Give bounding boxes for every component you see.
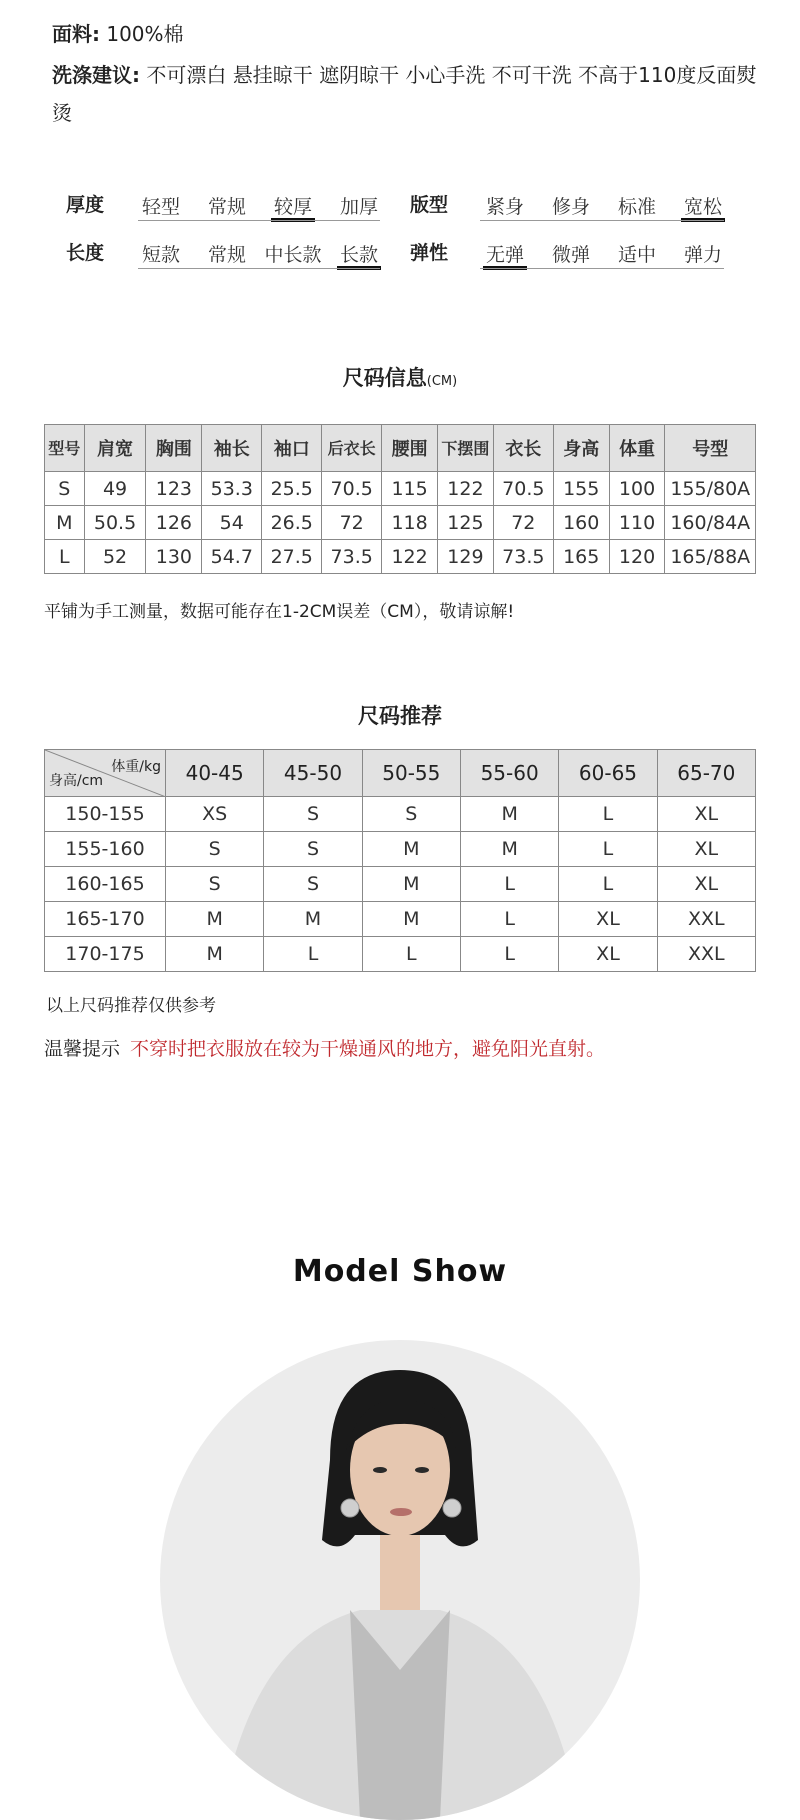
attribute-option: 修身 [551, 196, 590, 218]
recommended-size-cell: L [460, 937, 558, 972]
size-cell: 100 [609, 472, 665, 506]
recommended-size-cell: S [166, 832, 264, 867]
size-row [45, 540, 756, 574]
recommended-size-cell: M [166, 937, 264, 972]
warm-tip-text: 不穿时把衣服放在较为干燥通风的地方，避免阳光直射。 [130, 1038, 606, 1060]
attribute-option: 加厚 [339, 196, 378, 218]
attribute-option: 较厚 [273, 196, 312, 218]
rec-table-header-row [45, 750, 756, 797]
recommended-size-cell: M [460, 832, 558, 867]
recommended-size-cell: XS [166, 797, 264, 832]
size-cell: 50.5 [84, 506, 146, 540]
attribute-label: 版型 [410, 194, 449, 216]
attribute-label: 厚度 [66, 194, 105, 216]
size-cell: M [45, 506, 85, 540]
height-axis-label: 身高/cm [49, 773, 104, 789]
rec-row [45, 797, 756, 832]
size-header-cell: 型号 [45, 425, 85, 472]
size-cell: 54.7 [202, 540, 262, 574]
size-header-cell: 衣长 [493, 425, 553, 472]
size-cell: 70.5 [322, 472, 382, 506]
size-cell: 155 [553, 472, 609, 506]
height-range-cell: 160-165 [45, 867, 166, 902]
model-show-title: Model Show [292, 1254, 508, 1289]
weight-range-header: 45-50 [264, 750, 362, 797]
recommended-size-cell: XL [657, 797, 755, 832]
size-cell: 160/84A [665, 506, 756, 540]
size-cell: 165/88A [665, 540, 756, 574]
recommended-size-cell: XL [559, 937, 657, 972]
size-cell: 165 [553, 540, 609, 574]
recommended-size-cell: S [166, 867, 264, 902]
wash-info [52, 56, 772, 132]
recommended-size-cell: L [460, 867, 558, 902]
size-cell: 155/80A [665, 472, 756, 506]
recommended-size-cell: M [460, 797, 558, 832]
size-cell: 72 [493, 506, 553, 540]
attribute-underline [480, 268, 724, 269]
size-cell: 110 [609, 506, 665, 540]
fabric-info [52, 18, 184, 47]
measure-note: 平铺为手工测量，数据可能存在1-2CM误差（CM），敬请谅解! [44, 602, 515, 622]
size-table-header-row [45, 425, 756, 472]
size-cell: 70.5 [493, 472, 553, 506]
attribute-label: 长度 [66, 242, 105, 264]
attribute-option: 常规 [207, 196, 246, 218]
warm-tip [44, 1034, 605, 1061]
size-cell: 49 [84, 472, 146, 506]
height-range-cell: 150-155 [45, 797, 166, 832]
attribute-option: 长款 [339, 244, 378, 266]
recommended-size-cell: M [264, 902, 362, 937]
recommended-size-cell: M [362, 867, 460, 902]
size-header-cell: 袖长 [202, 425, 262, 472]
attribute-option: 宽松 [683, 196, 722, 218]
size-cell: 160 [553, 506, 609, 540]
size-cell: 122 [438, 472, 494, 506]
size-cell: S [45, 472, 85, 506]
size-info-title-text: 尺码信息 [342, 366, 427, 390]
recommended-size-cell: S [264, 832, 362, 867]
attribute-underline [138, 220, 380, 221]
size-cell: 27.5 [262, 540, 322, 574]
size-rec-title: 尺码推荐 [358, 704, 442, 728]
recommended-size-cell: XXL [657, 902, 755, 937]
model-figure-illustration [160, 1340, 640, 1820]
size-cell: L [45, 540, 85, 574]
recommended-size-cell: L [362, 937, 460, 972]
size-rec-table [44, 749, 756, 972]
attribute-option: 适中 [617, 244, 656, 266]
size-cell: 125 [438, 506, 494, 540]
wash-value: 不可漂白 悬挂晾干 遮阴晾干 小心手洗 不可干洗 不高于110度反面熨烫 [52, 63, 757, 125]
recommended-size-cell: XL [559, 902, 657, 937]
weight-range-header: 60-65 [559, 750, 657, 797]
size-header-cell: 下摆围 [438, 425, 494, 472]
size-cell: 122 [382, 540, 438, 574]
attribute-option: 紧身 [485, 196, 524, 218]
recommended-size-cell: L [559, 867, 657, 902]
attribute-option: 标准 [617, 196, 656, 218]
size-cell: 53.3 [202, 472, 262, 506]
rec-row [45, 832, 756, 867]
size-row [45, 472, 756, 506]
attribute-option: 常规 [207, 244, 246, 266]
weight-axis-label: 体重/kg [111, 759, 161, 775]
size-info-table [44, 424, 756, 574]
rec-row [45, 937, 756, 972]
size-cell: 73.5 [322, 540, 382, 574]
recommended-size-cell: L [559, 832, 657, 867]
recommended-size-cell: L [264, 937, 362, 972]
size-cell: 129 [438, 540, 494, 574]
size-row [45, 506, 756, 540]
size-cell: 54 [202, 506, 262, 540]
recommended-size-cell: M [362, 832, 460, 867]
fabric-value: 100%棉 [106, 22, 184, 46]
attribute-option: 中长款 [264, 244, 322, 266]
recommended-size-cell: S [362, 797, 460, 832]
rec-row [45, 902, 756, 937]
height-range-cell: 155-160 [45, 832, 166, 867]
size-header-cell: 身高 [553, 425, 609, 472]
size-cell: 73.5 [493, 540, 553, 574]
size-header-cell: 腰围 [382, 425, 438, 472]
size-header-cell: 胸围 [146, 425, 202, 472]
recommended-size-cell: S [264, 867, 362, 902]
size-cell: 115 [382, 472, 438, 506]
attribute-option: 弹力 [683, 244, 722, 266]
size-cell: 123 [146, 472, 202, 506]
recommended-size-cell: M [166, 902, 264, 937]
size-header-cell: 袖口 [262, 425, 322, 472]
recommended-size-cell: M [362, 902, 460, 937]
attribute-option: 短款 [141, 244, 180, 266]
weight-range-header: 65-70 [657, 750, 755, 797]
wash-label: 洗涤建议: [52, 63, 140, 87]
attribute-option: 无弹 [485, 244, 524, 266]
weight-range-header: 50-55 [362, 750, 460, 797]
attribute-underline [138, 268, 380, 269]
attribute-option: 微弹 [551, 244, 590, 266]
fabric-label: 面料: [52, 22, 100, 46]
size-cell: 52 [84, 540, 146, 574]
size-header-cell: 肩宽 [84, 425, 146, 472]
recommended-size-cell: L [460, 902, 558, 937]
weight-range-header: 55-60 [460, 750, 558, 797]
weight-range-header: 40-45 [166, 750, 264, 797]
recommended-size-cell: L [559, 797, 657, 832]
attribute-label: 弹性 [410, 242, 449, 264]
model-photo [160, 1340, 640, 1820]
attribute-underline [480, 220, 724, 221]
height-range-cell: 165-170 [45, 902, 166, 937]
height-range-cell: 170-175 [45, 937, 166, 972]
size-cell: 25.5 [262, 472, 322, 506]
size-cell: 26.5 [262, 506, 322, 540]
size-cell: 130 [146, 540, 202, 574]
size-info-unit: (CM) [426, 374, 458, 389]
recommended-size-cell: XXL [657, 937, 755, 972]
recommended-size-cell: XL [657, 867, 755, 902]
attribute-option: 轻型 [141, 196, 180, 218]
size-cell: 72 [322, 506, 382, 540]
size-cell: 126 [146, 506, 202, 540]
rec-corner-cell [45, 750, 166, 797]
size-info-title [0, 362, 800, 392]
size-cell: 120 [609, 540, 665, 574]
recommended-size-cell: S [264, 797, 362, 832]
size-cell: 118 [382, 506, 438, 540]
rec-row [45, 867, 756, 902]
rec-note: 以上尺码推荐仅供参考 [46, 996, 216, 1016]
warm-tip-label: 温馨提示 [44, 1038, 121, 1060]
size-header-cell: 号型 [665, 425, 756, 472]
size-header-cell: 后衣长 [322, 425, 382, 472]
recommended-size-cell: XL [657, 832, 755, 867]
size-header-cell: 体重 [609, 425, 665, 472]
